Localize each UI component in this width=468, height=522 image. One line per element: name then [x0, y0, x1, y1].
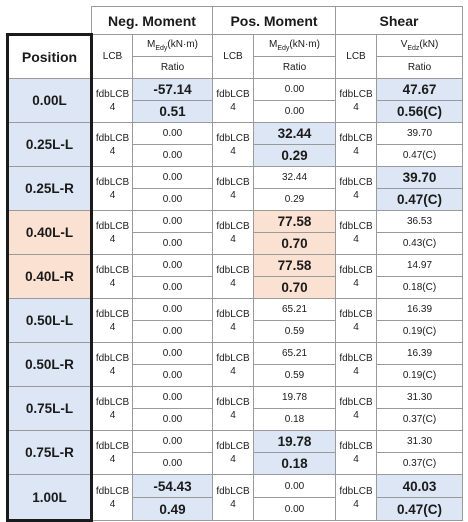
- neg-value-cell: 0.00: [133, 431, 213, 453]
- pos-lcb-cell: fdbLCB 4: [213, 255, 254, 299]
- pos-lcb-cell: fdbLCB 4: [213, 79, 254, 123]
- neg-ratio-cell: 0.00: [133, 409, 213, 431]
- design-result-table: [6, 6, 463, 522]
- shear-ratio-cell: 0.43(C): [377, 233, 463, 255]
- pos-lcb-cell: fdbLCB 4: [213, 431, 254, 475]
- position-cell: 1.00L: [8, 475, 92, 521]
- shear-lcb-header: LCB: [336, 35, 377, 79]
- position-cell: 0.50L-R: [8, 343, 92, 387]
- position-cell: 0.00L: [8, 79, 92, 123]
- pos-value-cell: 32.44: [254, 167, 336, 189]
- position-cell: 0.75L-R: [8, 431, 92, 475]
- table-row: [8, 123, 463, 145]
- neg-ratio-cell: 0.00: [133, 277, 213, 299]
- neg-value-cell: 0.00: [133, 387, 213, 409]
- pos-lcb-cell: fdbLCB 4: [213, 211, 254, 255]
- shear-lcb-cell: fdbLCB 4: [336, 431, 377, 475]
- shear-ratio-cell: 0.47(C): [377, 145, 463, 167]
- neg-ratio-cell: 0.00: [133, 233, 213, 255]
- shear-value-cell: 14.97: [377, 255, 463, 277]
- shear-value-cell: 31.30: [377, 431, 463, 453]
- pos-ratio-cell: 0.18: [254, 409, 336, 431]
- neg-ratio-cell: 0.00: [133, 453, 213, 475]
- shear-ratio-cell: 0.47(C): [377, 189, 463, 211]
- shear-value-cell: 47.67: [377, 79, 463, 101]
- shear-ratio-cell: 0.47(C): [377, 498, 463, 521]
- neg-value-cell: 0.00: [133, 343, 213, 365]
- table-row: [8, 475, 463, 498]
- position-cell: 0.40L-L: [8, 211, 92, 255]
- pos-lcb-cell: fdbLCB 4: [213, 299, 254, 343]
- pos-lcb-cell: fdbLCB 4: [213, 475, 254, 521]
- position-cell: 0.25L-L: [8, 123, 92, 167]
- neg-lcb-cell: fdbLCB 4: [92, 475, 133, 521]
- neg-ratio-cell: 0.00: [133, 145, 213, 167]
- shear-value-cell: 16.39: [377, 343, 463, 365]
- table-row: [8, 431, 463, 453]
- shear-lcb-cell: fdbLCB 4: [336, 123, 377, 167]
- neg-ratio-cell: 0.51: [133, 101, 213, 123]
- neg-lcb-cell: fdbLCB 4: [92, 343, 133, 387]
- neg-value-cell: -57.14: [133, 79, 213, 101]
- neg-ratio-cell: 0.49: [133, 498, 213, 521]
- pos-lcb-cell: fdbLCB 4: [213, 167, 254, 211]
- pos-value-cell: 0.00: [254, 79, 336, 101]
- shear-lcb-cell: fdbLCB 4: [336, 211, 377, 255]
- pos-ratio-cell: 0.29: [254, 145, 336, 167]
- shear-ratio-cell: 0.56(C): [377, 101, 463, 123]
- neg-lcb-header: LCB: [92, 35, 133, 79]
- neg-lcb-cell: fdbLCB 4: [92, 255, 133, 299]
- neg-lcb-cell: fdbLCB 4: [92, 123, 133, 167]
- pos-moment-col-header: $M_{Edy}(kN\cdot m)$: [254, 35, 336, 57]
- pos-ratio-cell: 0.29: [254, 189, 336, 211]
- shear-ratio-cell: 0.37(C): [377, 409, 463, 431]
- pos-ratio-cell: 0.00: [254, 101, 336, 123]
- neg-value-cell: 0.00: [133, 167, 213, 189]
- shear-value-cell: 16.39: [377, 299, 463, 321]
- table-row: [8, 79, 463, 101]
- neg-lcb-cell: fdbLCB 4: [92, 211, 133, 255]
- pos-lcb-cell: fdbLCB 4: [213, 123, 254, 167]
- neg-ratio-cell: 0.00: [133, 321, 213, 343]
- pos-ratio-cell: 0.18: [254, 453, 336, 475]
- neg-ratio-cell: 0.00: [133, 365, 213, 387]
- table-row: [8, 343, 463, 365]
- pos-value-cell: 77.58: [254, 211, 336, 233]
- neg-value-cell: 0.00: [133, 123, 213, 145]
- pos-moment-header: Pos. Moment: [213, 7, 336, 35]
- shear-lcb-cell: fdbLCB 4: [336, 79, 377, 123]
- pos-value-cell: 19.78: [254, 387, 336, 409]
- shear-ratio-cell: 0.19(C): [377, 321, 463, 343]
- shear-lcb-cell: fdbLCB 4: [336, 343, 377, 387]
- shear-lcb-cell: fdbLCB 4: [336, 387, 377, 431]
- pos-ratio-cell: 0.59: [254, 365, 336, 387]
- shear-header: Shear: [336, 7, 463, 35]
- pos-ratio-header: Ratio: [254, 57, 336, 79]
- position-header: Position: [8, 35, 92, 79]
- position-cell: 0.40L-R: [8, 255, 92, 299]
- shear-value-cell: 31.30: [377, 387, 463, 409]
- shear-ratio-cell: 0.18(C): [377, 277, 463, 299]
- position-cell: 0.25L-R: [8, 167, 92, 211]
- shear-value-cell: 39.70: [377, 167, 463, 189]
- shear-lcb-cell: fdbLCB 4: [336, 299, 377, 343]
- pos-ratio-cell: 0.70: [254, 233, 336, 255]
- shear-ratio-cell: 0.19(C): [377, 365, 463, 387]
- pos-lcb-cell: fdbLCB 4: [213, 387, 254, 431]
- neg-lcb-cell: fdbLCB 4: [92, 387, 133, 431]
- pos-lcb-cell: fdbLCB 4: [213, 343, 254, 387]
- pos-ratio-cell: 0.00: [254, 498, 336, 521]
- neg-value-cell: 0.00: [133, 299, 213, 321]
- pos-ratio-cell: 0.70: [254, 277, 336, 299]
- neg-value-cell: 0.00: [133, 255, 213, 277]
- neg-lcb-cell: fdbLCB 4: [92, 299, 133, 343]
- neg-value-cell: -54.43: [133, 475, 213, 498]
- position-cell: 0.75L-L: [8, 387, 92, 431]
- pos-value-cell: 19.78: [254, 431, 336, 453]
- shear-value-cell: 36.53: [377, 211, 463, 233]
- neg-lcb-cell: fdbLCB 4: [92, 167, 133, 211]
- neg-value-cell: 0.00: [133, 211, 213, 233]
- pos-value-cell: 77.58: [254, 255, 336, 277]
- shear-value-cell: 40.03: [377, 475, 463, 498]
- pos-value-cell: 65.21: [254, 343, 336, 365]
- table-row: [8, 167, 463, 189]
- shear-lcb-cell: fdbLCB 4: [336, 167, 377, 211]
- pos-value-cell: 32.44: [254, 123, 336, 145]
- pos-value-cell: 0.00: [254, 475, 336, 498]
- shear-lcb-cell: fdbLCB 4: [336, 475, 377, 521]
- neg-lcb-cell: fdbLCB 4: [92, 431, 133, 475]
- table-row: [8, 299, 463, 321]
- position-cell: 0.50L-L: [8, 299, 92, 343]
- neg-ratio-header: Ratio: [133, 57, 213, 79]
- neg-moment-col-header: $M_{Edy}(kN\cdot m)$: [133, 35, 213, 57]
- shear-col-header: $V_{Edz}(kN)$: [377, 35, 463, 57]
- pos-value-cell: 65.21: [254, 299, 336, 321]
- shear-lcb-cell: fdbLCB 4: [336, 255, 377, 299]
- neg-lcb-cell: fdbLCB 4: [92, 79, 133, 123]
- table-row: [8, 211, 463, 233]
- table-row: [8, 255, 463, 277]
- pos-lcb-header: LCB: [213, 35, 254, 79]
- neg-ratio-cell: 0.00: [133, 189, 213, 211]
- shear-value-cell: 39.70: [377, 123, 463, 145]
- pos-ratio-cell: 0.59: [254, 321, 336, 343]
- table-row: [8, 387, 463, 409]
- shear-ratio-header: Ratio: [377, 57, 463, 79]
- shear-ratio-cell: 0.37(C): [377, 453, 463, 475]
- corner-cell: [8, 7, 92, 35]
- neg-moment-header: Neg. Moment: [92, 7, 213, 35]
